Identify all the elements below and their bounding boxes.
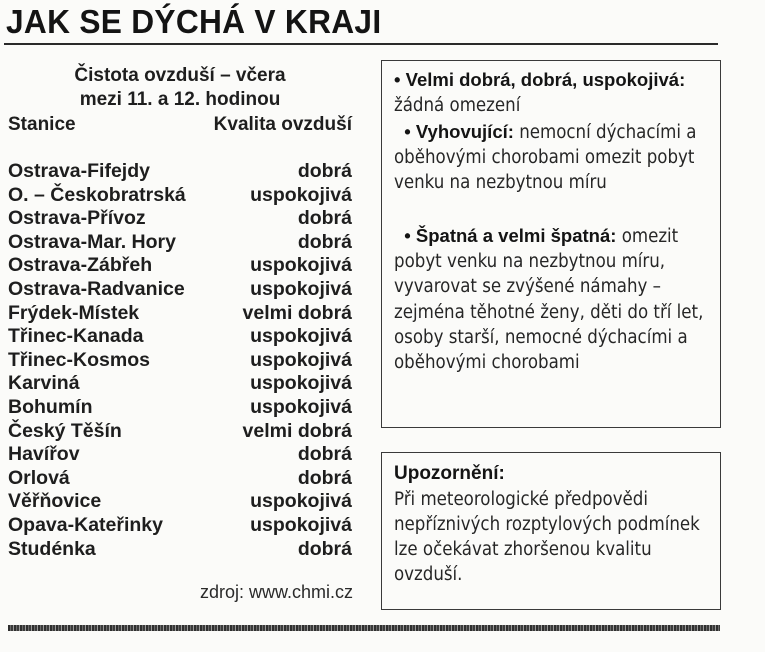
station-name: Ostrava-Zábřeh — [8, 254, 153, 277]
air-quality-value: uspokojivá — [250, 395, 352, 418]
station-name: O. – Českobratrská — [8, 183, 186, 206]
air-quality-value: uspokojivá — [250, 513, 352, 536]
table-row — [8, 160, 352, 184]
table-row — [8, 231, 352, 255]
warning-title: Upozornění: — [394, 463, 505, 484]
table-row — [8, 396, 352, 420]
table-title-line1: Čistota ovzduší – včera — [74, 65, 286, 86]
legend-item-text: omezit pobyt venku na nezbytnou míru, vyvarovat se zvýšené námahy – zejména těhotné ženy, děti do tří let, osoby starší, nemocné dýchacími a oběhovými chorobami — [394, 226, 704, 374]
table-row — [8, 207, 352, 231]
station-name: Karviná — [8, 372, 80, 395]
legend-item-label: • Vyhovující: — [394, 121, 514, 142]
table-row — [8, 467, 352, 491]
table-title-line2: mezi 11. a 12. hodinou — [79, 89, 281, 110]
warning-text: Při meteorologické předpovědi nepříznivých rozptylových podmínek lze očekávat zhoršenou kvalitu ovzduší. — [394, 489, 700, 585]
legend-box — [381, 60, 721, 428]
air-quality-value: velmi dobrá — [242, 301, 352, 324]
table-row — [8, 443, 352, 467]
bottom-rule — [8, 625, 720, 631]
table-row — [8, 372, 352, 396]
air-quality-value: dobrá — [297, 207, 352, 230]
legend-item-text: nemocní dýchacími a oběhovými chorobami omezit pobyt venku na nezbytnou míru — [394, 122, 697, 194]
station-name: Orlová — [8, 466, 70, 489]
source-credit: zdroj: www.chmi.cz — [199, 582, 353, 602]
air-quality-value: velmi dobrá — [242, 419, 352, 442]
table-row — [8, 302, 352, 326]
warning-box — [381, 452, 721, 610]
table-row — [8, 349, 352, 373]
legend-item-label: • Velmi dobrá, dobrá, uspokojivá: — [394, 69, 686, 90]
column-header-quality: Kvalita ovzduší — [213, 114, 352, 135]
station-name: Ostrava-Radvanice — [8, 277, 185, 300]
table-header — [8, 114, 352, 138]
air-quality-value: uspokojivá — [250, 183, 352, 206]
station-name: Třinec-Kosmos — [8, 348, 150, 371]
air-quality-value: uspokojivá — [250, 372, 352, 395]
station-name: Český Těšín — [8, 419, 122, 442]
air-quality-value: uspokojivá — [250, 277, 352, 300]
station-name: Frýdek-Místek — [8, 301, 140, 324]
table-row — [8, 514, 352, 538]
legend-item-text: žádná omezení — [394, 95, 521, 117]
air-quality-value: uspokojivá — [250, 348, 352, 371]
air-quality-value: dobrá — [297, 230, 352, 253]
station-name: Ostrava-Přívoz — [8, 207, 146, 230]
table-row — [8, 184, 352, 208]
legend-item-label: • Špatná a velmi špatná: — [394, 225, 617, 246]
legend-item-acceptable — [394, 119, 710, 196]
table-row — [8, 538, 352, 562]
table-row — [8, 278, 352, 302]
air-quality-value: uspokojivá — [250, 325, 352, 348]
air-quality-value: dobrá — [297, 160, 352, 182]
station-name: Havířov — [8, 443, 80, 466]
air-quality-value: dobrá — [297, 443, 352, 466]
air-quality-value: dobrá — [297, 537, 352, 560]
station-name: Třinec-Kanada — [8, 325, 144, 348]
station-name: Věřňovice — [8, 490, 102, 513]
station-name: Opava-Kateřinky — [8, 513, 163, 536]
air-quality-value: dobrá — [297, 466, 352, 489]
station-name: Bohumín — [8, 395, 93, 418]
table-row — [8, 490, 352, 514]
station-name: Ostrava-Mar. Hory — [8, 230, 176, 253]
station-name: Ostrava-Fifejdy — [8, 160, 150, 182]
table-row — [8, 420, 352, 444]
station-name: Studénka — [8, 537, 96, 560]
air-quality-value: uspokojivá — [250, 254, 352, 277]
table-row — [8, 325, 352, 349]
table-title — [20, 64, 340, 112]
headline: JAK SE DÝCHÁ V KRAJI — [6, 3, 382, 40]
table-row — [8, 254, 352, 278]
legend-item-bad — [394, 223, 710, 375]
station-list — [8, 160, 352, 561]
headline-rule — [4, 43, 718, 45]
column-header-station: Stanice — [8, 114, 76, 135]
air-quality-value: uspokojivá — [250, 490, 352, 513]
legend-item-good — [394, 67, 710, 118]
